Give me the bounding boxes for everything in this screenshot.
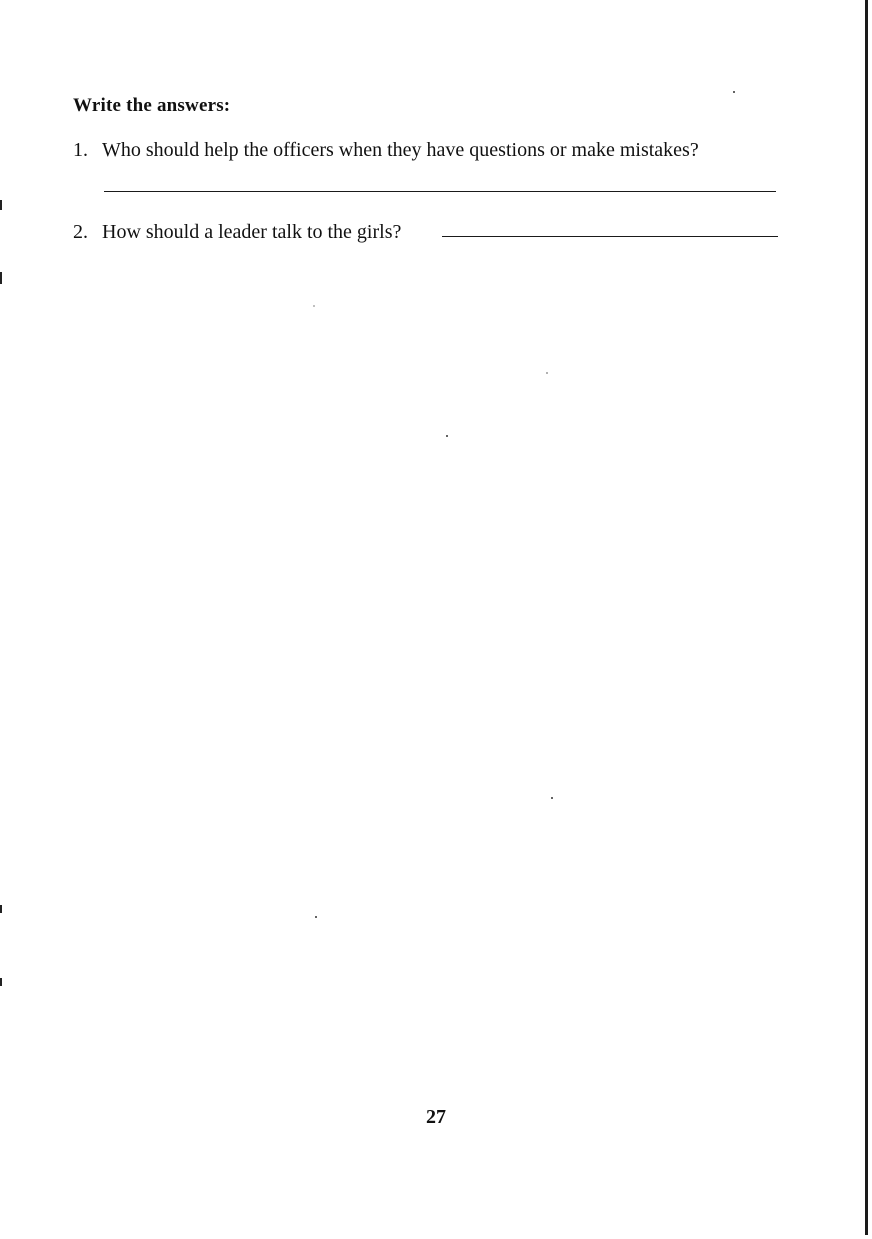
question-text: Who should help the officers when they have questions or make mistakes? <box>102 139 699 161</box>
scan-speck <box>315 916 317 918</box>
answer-line-1[interactable] <box>104 191 776 192</box>
scan-speck <box>446 435 448 437</box>
answer-line-2[interactable] <box>442 236 778 237</box>
scan-mark <box>0 272 2 284</box>
question-number: 2. <box>73 221 88 243</box>
scan-speck <box>551 797 553 799</box>
question-2 <box>73 221 401 244</box>
question-text: How should a leader talk to the girls? <box>102 221 402 243</box>
scan-mark <box>0 978 2 986</box>
scan-speck <box>313 305 315 307</box>
page-edge-shadow <box>865 0 868 1235</box>
scan-speck <box>733 91 735 93</box>
scan-speck <box>546 372 548 374</box>
scan-mark <box>0 905 2 913</box>
scan-mark <box>0 200 2 210</box>
instructions-heading: Write the answers: <box>73 95 231 116</box>
page-number: 27 <box>426 1106 446 1128</box>
question-1 <box>73 139 699 162</box>
question-number: 1. <box>73 139 88 161</box>
